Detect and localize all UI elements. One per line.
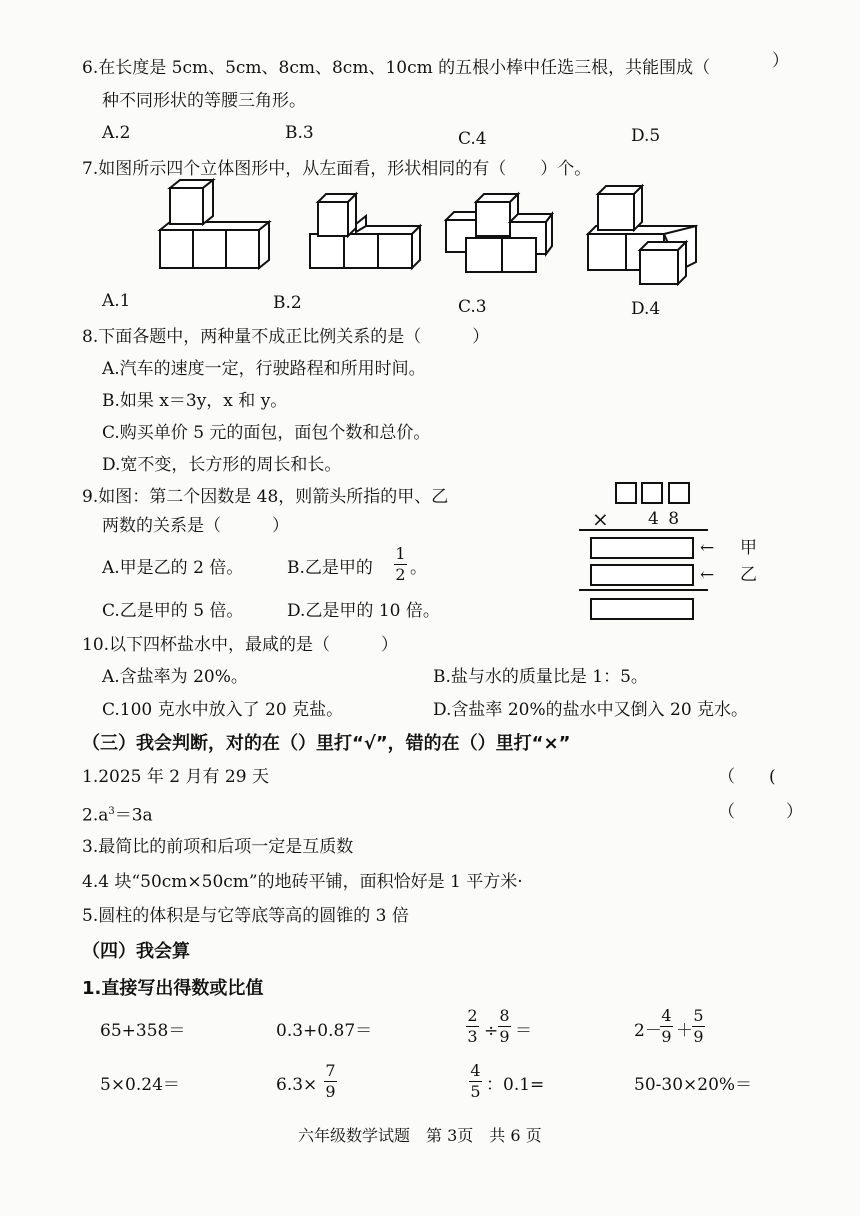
fraction-2-3	[466, 1007, 479, 1046]
fraction-denominator: 2	[395, 565, 406, 584]
fraction-4-5	[469, 1062, 482, 1101]
q7-stem: 7.如图所示四个立体图形中，从左面看，形状相同的有（ ）个。	[82, 159, 592, 179]
q10-stem: 10.以下四杯盐水中，最咸的是（ ）	[82, 635, 399, 655]
cube-figure-d	[588, 186, 696, 284]
exponent: 3	[108, 806, 115, 817]
fraction-5-9	[692, 1007, 705, 1046]
q6-stem-line1: 6.在长度是 5cm、5cm、8cm、8cm、10cm 的五根小棒中任选三根，共能围成（	[82, 58, 711, 78]
multiplier-digits: 4 8	[648, 509, 682, 529]
plus-sign: ＋	[676, 1021, 693, 1041]
judge-item-1-paren: （ (	[718, 767, 776, 787]
figure-lines	[0, 520, 860, 640]
q9-option-c: C.乙是甲的 5 倍。	[102, 601, 244, 621]
cube-figure-c	[446, 194, 552, 272]
q10-option-b: B.盐与水的质量比是 1：5。	[433, 667, 648, 687]
q8-option-a: A.汽车的速度一定，行驶路程和所用时间。	[102, 359, 426, 379]
judge-item-2	[82, 801, 153, 827]
partial-product-yi-box	[590, 564, 694, 586]
q10-option-d: D.含盐率 20%的盐水中又倒入 20 克水。	[433, 700, 749, 720]
q9-option-b-prefix: B.乙是甲的	[287, 558, 373, 578]
digit-box	[615, 482, 637, 504]
fraction-numerator: 2	[467, 1006, 478, 1025]
q7-option-d: D.4	[631, 299, 661, 319]
q6-answer-paren-close: ）	[772, 51, 789, 71]
q10-option-c: C.100 克水中放入了 20 克盐。	[102, 700, 344, 720]
judge-item-2-paren: （ ）	[718, 802, 803, 822]
label-jia: 甲	[740, 538, 757, 558]
times-sign: ×	[592, 507, 609, 531]
arrow-icon: ←	[700, 538, 715, 558]
cube-figure-a	[160, 180, 269, 268]
q8-option-d: D.宽不变，长方形的周长和长。	[102, 455, 342, 475]
arrow-icon: ←	[700, 565, 715, 585]
q7-option-c: C.3	[458, 297, 487, 317]
fraction-denominator: 9	[693, 1027, 704, 1046]
q9-option-a: A.甲是乙的 2 倍。	[102, 558, 244, 578]
calc-2-minus: 2－	[634, 1021, 662, 1041]
section3-heading: （三）我会判断，对的在（）里打“√”，错的在（）里打“×”	[82, 733, 571, 754]
page-footer: 六年级数学试题 第 3页 共 6 页	[298, 1126, 542, 1145]
q9-option-d: D.乙是甲的 10 倍。	[287, 601, 440, 621]
fraction-denominator: 9	[499, 1027, 510, 1046]
label-yi: 乙	[740, 565, 757, 585]
judge-item-2-prefix: 2.a	[82, 805, 109, 826]
fraction-denominator: 9	[661, 1027, 672, 1046]
fraction-denominator: 3	[467, 1027, 478, 1046]
fraction-numerator: 5	[693, 1006, 704, 1025]
calc-0.3-plus-0.87: 0.3+0.87＝	[276, 1021, 373, 1041]
q9-stem-line1: 9.如图：第二个因数是 48，则箭头所指的甲、乙	[82, 487, 449, 507]
judge-item-2-suffix: ＝3a	[114, 805, 153, 826]
divide-sign: ÷	[484, 1021, 499, 1041]
equals-sign: ＝	[515, 1021, 532, 1041]
section4-subheading: 1.直接写出得数或比值	[82, 978, 264, 999]
q10-option-a: A.含盐率为 20%。	[102, 667, 248, 687]
judge-item-5: 5.圆柱的体积是与它等底等高的圆锥的 3 倍	[82, 906, 409, 926]
q8-option-c: C.购买单价 5 元的面包，面包个数和总价。	[102, 423, 431, 443]
judge-item-3: 3.最简比的前项和后项一定是互质数	[82, 837, 354, 857]
fraction-numerator: 4	[470, 1061, 481, 1080]
q7-option-a: A.1	[102, 291, 131, 311]
fraction-denominator: 9	[325, 1082, 336, 1101]
fraction-numerator: 8	[499, 1006, 510, 1025]
judge-item-4: 4.4 块“50cm×50cm”的地砖平铺，面积恰好是 1 平方米·	[82, 872, 523, 892]
q9-option-b-suffix: 。	[410, 558, 427, 578]
fraction-7-9	[324, 1062, 337, 1101]
digit-box	[668, 482, 690, 504]
final-product-box	[590, 598, 694, 620]
q6-option-d: D.5	[631, 126, 661, 146]
cube-figure-b	[310, 194, 420, 268]
calc-6.3-times: 6.3×	[276, 1075, 318, 1095]
q6-option-a: A.2	[102, 123, 131, 143]
fraction-4-9	[660, 1007, 673, 1046]
fraction-8-9	[498, 1007, 511, 1046]
q8-option-b: B.如果 x＝3y，x 和 y。	[102, 391, 288, 411]
ratio-to-0.1: ：0.1=	[486, 1075, 545, 1095]
q8-stem: 8.下面各题中，两种量不成正比例关系的是（ ）	[82, 327, 490, 347]
fraction-denominator: 5	[470, 1082, 481, 1101]
fraction-numerator: 4	[661, 1006, 672, 1025]
section4-heading: （四）我会算	[82, 941, 190, 962]
partial-product-jia-box	[590, 537, 694, 559]
calc-65-plus-358: 65+358＝	[100, 1021, 186, 1041]
q6-stem-line2: 种不同形状的等腰三角形。	[102, 91, 306, 111]
q7-option-b: B.2	[273, 293, 302, 313]
judge-item-1: 1.2025 年 2 月有 29 天	[82, 767, 269, 787]
q6-option-c: C.4	[458, 129, 487, 149]
q9-stem-line2: 两数的关系是（ ）	[102, 516, 289, 536]
calc-5-times-0.24: 5×0.24＝	[100, 1075, 180, 1095]
calc-50-minus-30-times-20pct: 50-30×20%＝	[634, 1075, 753, 1095]
q6-option-b: B.3	[285, 123, 314, 143]
digit-box	[641, 482, 663, 504]
fraction-numerator: 7	[325, 1061, 336, 1080]
fraction-numerator: 1	[395, 544, 406, 563]
